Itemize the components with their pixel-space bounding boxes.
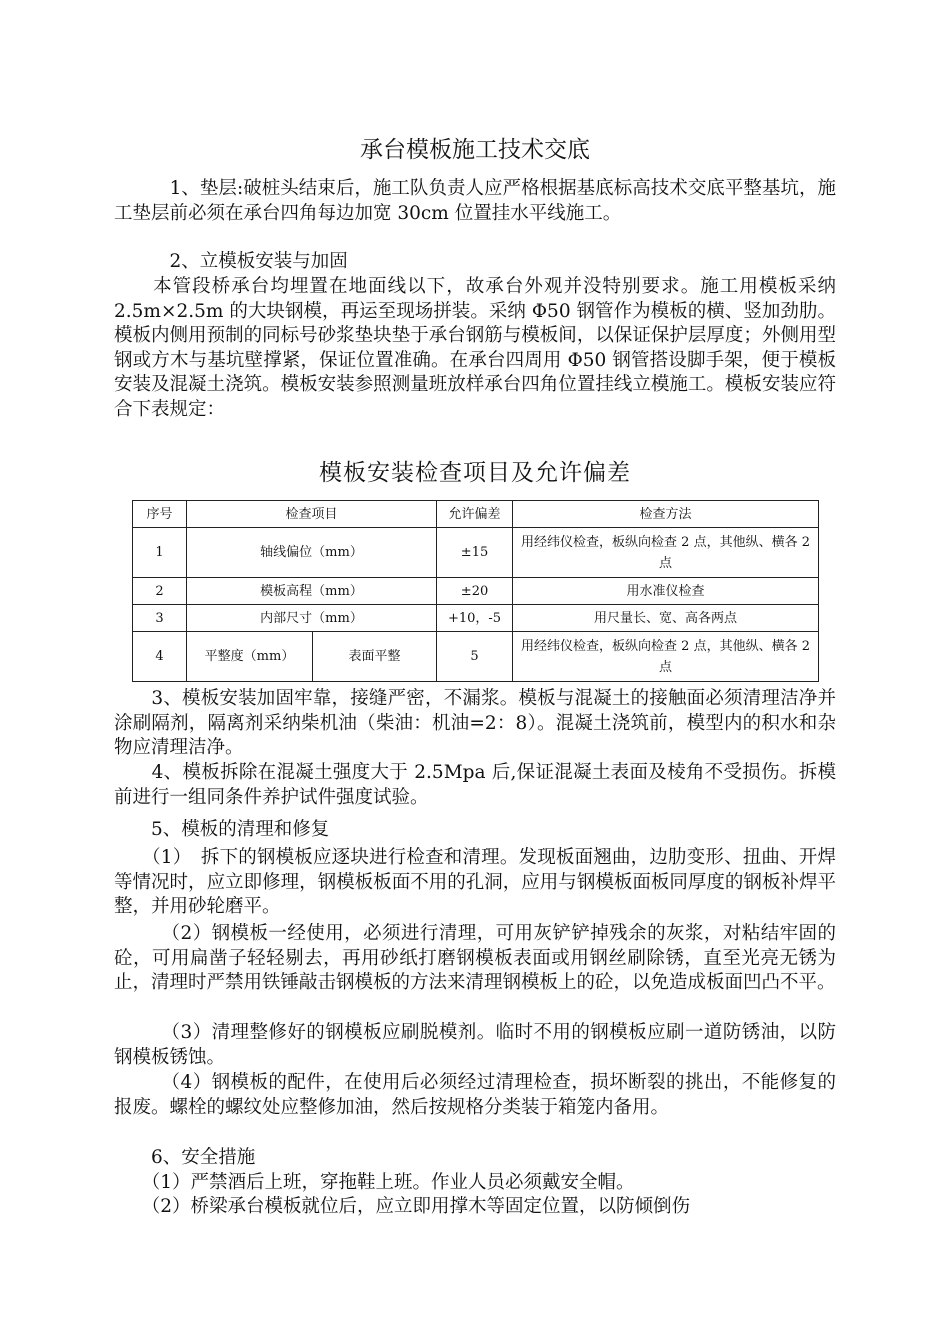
table-row xyxy=(133,578,819,605)
paragraph: （2）桥梁承台模板就位后，应立即用撑木等固定位置，以防倾倒伤 xyxy=(114,1196,691,1217)
cell-tolerance: ±15 xyxy=(437,528,513,578)
cell-item: 内部尺寸（mm） xyxy=(187,605,437,632)
paragraph: （2）钢模板一经使用，必须进行清理，可用灰铲铲掉残余的灰浆，对粘结牢固的砼，可用扁凿子轻轻剔去，再用砂纸打磨钢模板表面或用钢丝刷除锈，直至光亮无锈为止，清理时严禁用铁锤敲击钢模板的方法来清理钢模板上的砼，以免造成板面凹凸不平。 xyxy=(114,923,836,993)
cell-subitem: 表面平整 xyxy=(313,632,437,682)
header-cell: 序号 xyxy=(133,501,187,528)
header-cell: 允许偏差 xyxy=(437,501,513,528)
cell-method: 用尺量长、宽、高各两点 xyxy=(513,605,819,632)
table-caption: 模板安装检查项目及允许偏差 xyxy=(319,460,631,486)
table-row xyxy=(133,528,819,578)
cell-item: 轴线偏位（mm） xyxy=(187,528,437,578)
cell-no: 2 xyxy=(133,578,187,605)
cell-method: 用水准仪检查 xyxy=(513,578,819,605)
cell-item: 平整度（mm） xyxy=(187,632,313,682)
cell-tolerance: +10，-5 xyxy=(437,605,513,632)
cell-method: 用经纬仪检查，板纵向检查 2 点，其他纵、横各 2 点 xyxy=(513,528,819,578)
section-heading: 2、立模板安装与加固 xyxy=(114,251,348,272)
cell-no: 4 xyxy=(133,632,187,682)
paragraph: 本管段桥承台均埋置在地面线以下，故承台外观并没特别要求。施工用模板采纳 2.5m×2.5m 的大块钢模，再运至现场拼装。采纳 Φ50 钢管作为模板的横、竖加劲肋。模板内侧用预制的同标号砂浆垫块垫于承台钢筋与模板间，以保证保护层厚度；外侧用型钢或方木与基坑壁撑紧，保证位置准确。在承台四周用 Φ50 钢管搭设脚手架，便于模板安装及混凝土浇筑。模板安装参照测量班放样承台四角位置挂线立模施工。模板安装应符合下表规定： xyxy=(114,276,836,420)
table-row xyxy=(133,632,819,682)
paragraph: （3）清理整修好的钢模板应刷脱模剂。临时不用的钢模板应刷一道防锈油，以防钢模板锈蚀。 xyxy=(114,1022,836,1068)
document-title: 承台模板施工技术交底 xyxy=(360,137,590,163)
section-heading: 6、安全措施 xyxy=(114,1147,256,1168)
section-heading: 5、模板的清理和修复 xyxy=(114,819,330,840)
paragraph: 4、模板拆除在混凝土强度大于 2.5Mpa 后,保证混凝土表面及棱角不受损伤。拆模前进行一组同条件养护试件强度试验。 xyxy=(114,762,836,808)
paragraph: （4）钢模板的配件，在使用后必须经过清理检查，损坏断裂的挑出，不能修复的报废。螺栓的螺纹处应整修加油，然后按规格分类装于箱笼内备用。 xyxy=(114,1072,836,1118)
cell-tolerance: ±20 xyxy=(437,578,513,605)
paragraph: （1） 拆下的钢模板应逐块进行检查和清理。发现板面翘曲，边肋变形、扭曲、开焊等情况时，应立即修理，钢模板板面不用的孔洞，应用与钢模板面板同厚度的钢板补焊平整，并用砂轮磨平。 xyxy=(114,847,836,917)
cell-no: 1 xyxy=(133,528,187,578)
header-cell: 检查项目 xyxy=(187,501,437,528)
paragraph: 1、垫层:破桩头结束后，施工队负责人应严格根据基底标高技术交底平整基坑，施工垫层前必须在承台四角每边加宽 30cm 位置挂水平线施工。 xyxy=(114,178,836,224)
cell-item: 模板高程（mm） xyxy=(187,578,437,605)
table-header-row xyxy=(133,501,819,528)
cell-tolerance: 5 xyxy=(437,632,513,682)
table-row xyxy=(133,605,819,632)
header-cell: 检查方法 xyxy=(513,501,819,528)
inspection-table xyxy=(132,500,819,682)
cell-method: 用经纬仪检查，板纵向检查 2 点，其他纵、横各 2 点 xyxy=(513,632,819,682)
cell-no: 3 xyxy=(133,605,187,632)
paragraph: （1）严禁酒后上班，穿拖鞋上班。作业人员必须戴安全帽。 xyxy=(114,1172,635,1193)
paragraph: 3、模板安装加固牢靠，接缝严密，不漏浆。模板与混凝土的接触面必须清理洁净并涂刷隔剂，隔离剂采纳柴机油（柴油：机油=2：8）。混凝土浇筑前，模型内的积水和杂物应清理洁净。 xyxy=(114,688,836,758)
